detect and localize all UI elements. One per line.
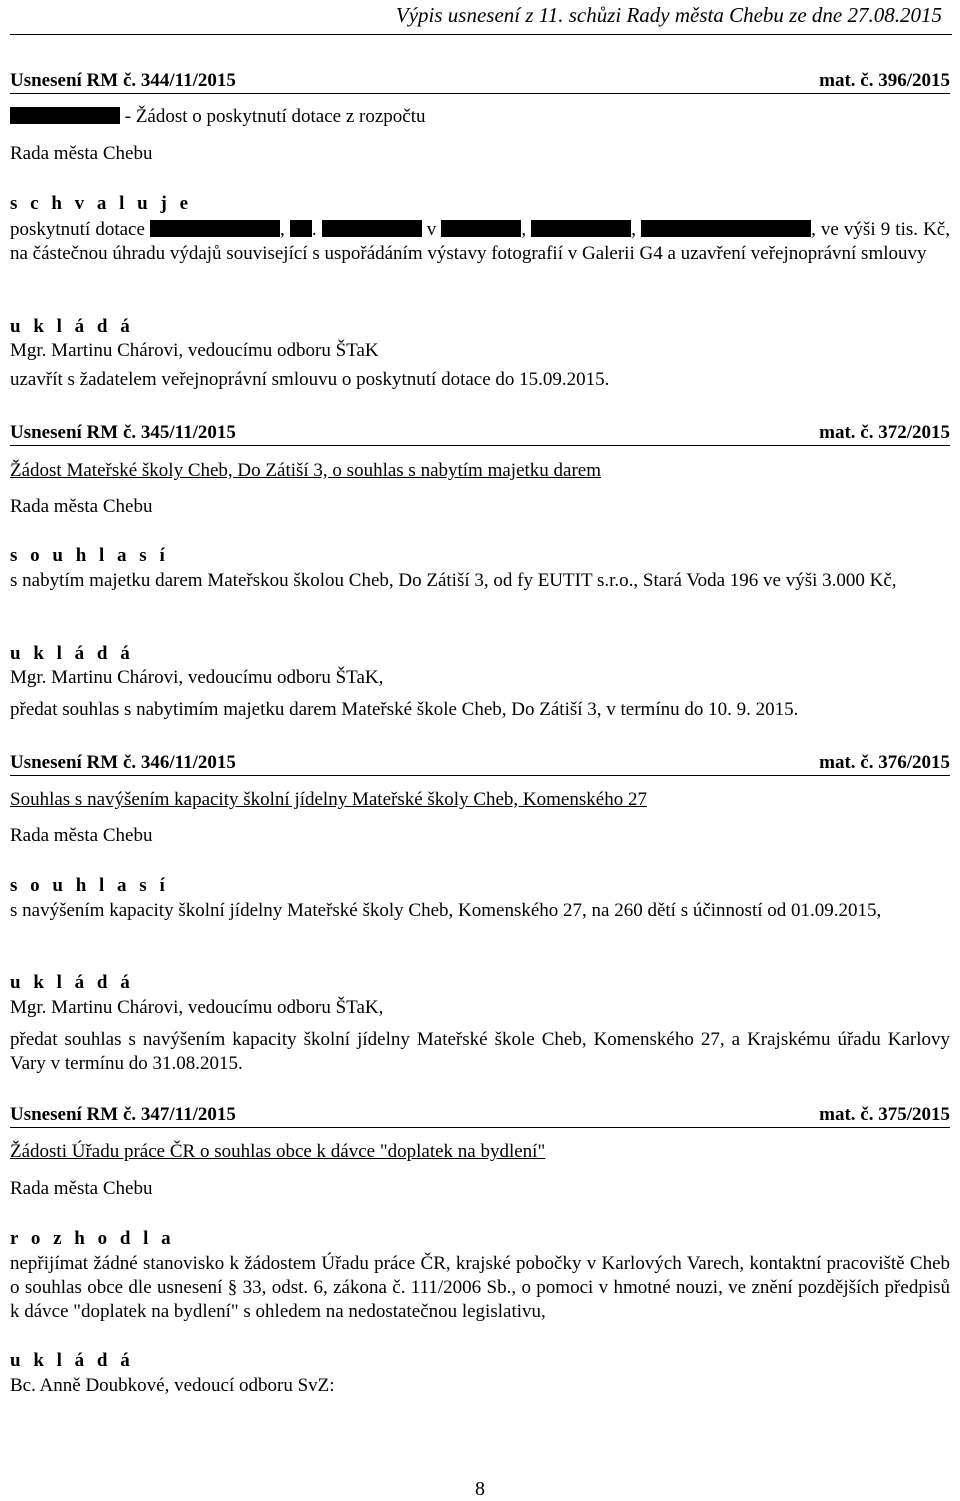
resolution-344-subject: - Žádost o poskytnutí dotace z rozpočtu xyxy=(10,106,426,128)
action-agrees: s o u h l a s í xyxy=(10,545,169,566)
redaction-block xyxy=(531,220,631,237)
action-approves: s c h v a l u j e xyxy=(10,193,192,214)
redaction-block xyxy=(150,220,280,237)
resolution-number: Usnesení RM č. 344/11/2015 xyxy=(10,70,236,91)
resolution-347-header xyxy=(10,1104,950,1128)
assignment-text: předat souhlas s navýšením kapacity školní jídelny Mateřské škole Cheb, Komenského 27, a Krajskému úřadu Karlovy Vary v termínu do 31.08.2015. xyxy=(10,1029,950,1074)
material-number: mat. č. 372/2015 xyxy=(819,422,950,443)
resolution-346-subject: Souhlas s navýšením kapacity školní jídelny Mateřské školy Cheb, Komenského 27 xyxy=(10,789,647,810)
page-number: 8 xyxy=(475,1478,485,1500)
action-assigns: u k l á d á xyxy=(10,643,134,664)
resolution-number: Usnesení RM č. 346/11/2015 xyxy=(10,752,236,773)
redaction-block xyxy=(641,220,811,237)
resolution-347-text: nepřijímat žádné stanovisko k žádostem Úřadu práce ČR, krajské pobočky v Karlových Varech, kontaktní pracoviště Cheb o souhlas obce dle usnesení § 33, odst. 6, zákona č. 111/2006 Sb., o pomoci v hmotné nouzi, ve znění pozdějších předpisů k dávce "doplatek na bydlení" s ohledem na nedostatečnou legislativu, xyxy=(10,1253,950,1322)
material-number: mat. č. 376/2015 xyxy=(819,752,950,773)
council-label: Rada města Chebu xyxy=(10,825,153,846)
action-assigns: u k l á d á xyxy=(10,1350,134,1371)
assignee: Mgr. Martinu Chárovi, vedoucímu odboru ŠTaK, xyxy=(10,667,384,688)
redaction-block xyxy=(322,220,422,237)
resolution-number: Usnesení RM č. 347/11/2015 xyxy=(10,1104,236,1125)
council-label: Rada města Chebu xyxy=(10,1178,153,1199)
resolution-345-text: s nabytím majetku darem Mateřskou školou Cheb, Do Zátiší 3, od fy EUTIT s.r.o., Stará Voda 196 ve výši 3.000 Kč, xyxy=(10,570,897,591)
resolution-number: Usnesení RM č. 345/11/2015 xyxy=(10,422,236,443)
action-assigns: u k l á d á xyxy=(10,972,134,993)
resolution-346-text: s navýšením kapacity školní jídelny Mateřské školy Cheb, Komenského 27, na 260 dětí s účinností od 01.09.2015, xyxy=(10,900,882,921)
redaction-block xyxy=(441,220,521,237)
action-agrees: s o u h l a s í xyxy=(10,875,169,896)
assignee: Mgr. Martinu Chárovi, vedoucímu odboru ŠTaK, xyxy=(10,997,384,1018)
material-number: mat. č. 375/2015 xyxy=(819,1104,950,1125)
document-header: Výpis usnesení z 11. schůzi Rady města Chebu ze dne 27.08.2015 xyxy=(395,3,942,27)
redaction-block xyxy=(290,220,312,237)
assignee: Mgr. Martinu Chárovi, vedoucímu odboru ŠTaK xyxy=(10,340,379,361)
resolution-347-subject: Žádosti Úřadu práce ČR o souhlas obce k dávce "doplatek na bydlení" xyxy=(10,1141,546,1162)
council-label: Rada města Chebu xyxy=(10,496,153,517)
action-assigns: u k l á d á xyxy=(10,316,134,337)
assignment-text: předat souhlas s nabytimím majetku darem Mateřské škole Cheb, Do Zátiší 3, v termínu do 10. 9. 2015. xyxy=(10,699,799,720)
redaction-block xyxy=(10,107,120,124)
resolution-344-header xyxy=(10,70,950,94)
header-rule xyxy=(10,34,952,35)
action-decided: r o z h o d l a xyxy=(10,1228,175,1249)
assignment-text: uzavřít s žadatelem veřejnoprávní smlouvu o poskytnutí dotace do 15.09.2015. xyxy=(10,369,610,390)
material-number: mat. č. 396/2015 xyxy=(819,70,950,91)
resolution-345-subject: Žádost Mateřské školy Cheb, Do Zátiší 3, o souhlas s nabytím majetku darem xyxy=(10,460,602,481)
assignee: Bc. Anně Doubkové, vedoucí odboru SvZ: xyxy=(10,1375,335,1396)
council-label: Rada města Chebu xyxy=(10,143,153,164)
resolution-344-text: poskytnutí dotace , . v , , , ve výši 9 tis. Kč, na částečnou úhradu výdajů související s uspořádáním výstavy fotografií v Galerii G4 a uzavření veřejnoprávní smlouvy xyxy=(10,219,950,264)
resolution-345-header xyxy=(10,422,950,446)
resolution-346-header xyxy=(10,752,950,776)
